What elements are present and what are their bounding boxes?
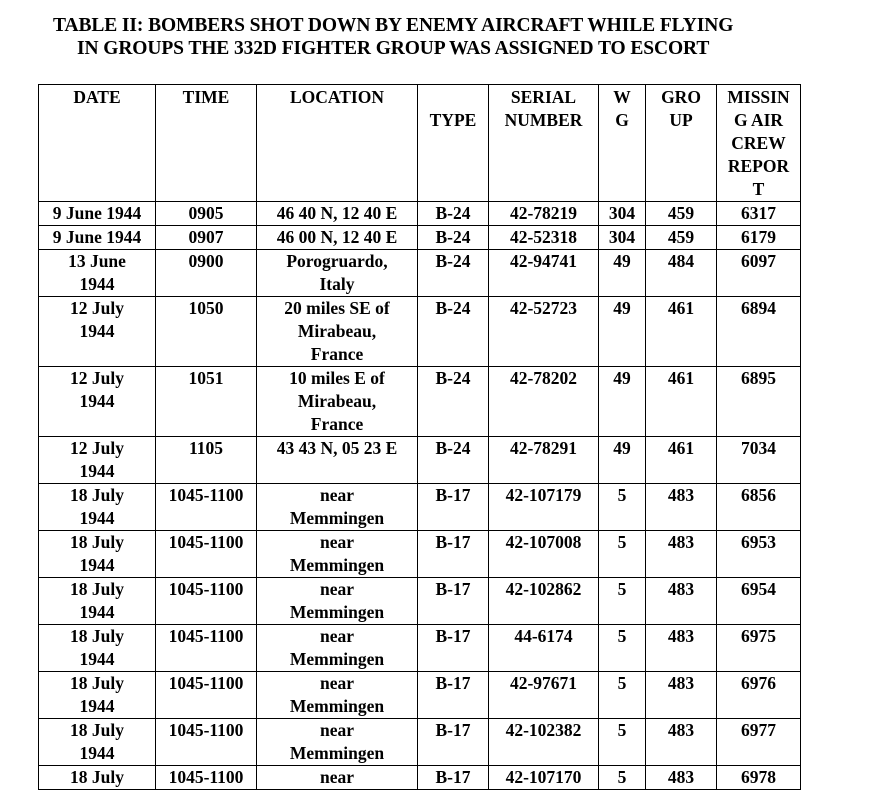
date-cell-line: 1944 [79,508,115,528]
missing-air-crew-report-cell: 6975 [717,625,801,672]
header-text-line: TIME [182,87,230,107]
location-cell-line: 20 miles SE of [284,298,390,318]
table-row [39,226,801,250]
table-title-line-1: TABLE II: BOMBERS SHOT DOWN BY ENEMY AIRCRAFT WHILE FLYING [53,15,734,36]
missing-air-crew-report-cell: 6954 [717,578,801,625]
wing-cell: 5 [599,672,646,719]
location-cell-line: Memmingen [289,649,385,669]
group-cell: 483 [646,719,717,766]
missing-air-crew-report-cell: 6977 [717,719,801,766]
location-cell [257,250,418,297]
group-cell: 461 [646,367,717,437]
time-cell: 1045-1100 [156,766,257,790]
wing-cell: 5 [599,766,646,790]
location-cell-line: near [319,720,355,740]
table-row [39,672,801,719]
date-cell-line: 1944 [79,743,115,763]
date-cell-line: 1944 [79,602,115,622]
group-cell: 461 [646,437,717,484]
header-text-line: DATE [73,87,121,107]
table-row [39,625,801,672]
date-cell [39,625,156,672]
location-cell-line: near [319,532,355,552]
location-cell-line: near [319,673,355,693]
date-cell-line: 13 June [68,251,126,271]
location-cell-line: near [319,485,355,505]
table-row [39,437,801,484]
header-text-line: UP [669,110,693,130]
date-cell [39,226,156,250]
header-text-line: W [613,87,631,107]
serial-number-cell: 42-102382 [489,719,599,766]
time-cell: 1045-1100 [156,531,257,578]
location-cell-line: Mirabeau, [297,321,377,341]
time-cell: 1045-1100 [156,719,257,766]
group-cell: 459 [646,202,717,226]
table-row [39,578,801,625]
time-cell: 1051 [156,367,257,437]
location-cell [257,437,418,484]
date-cell [39,766,156,790]
location-cell-line: 46 00 N, 12 40 E [276,227,398,247]
missing-air-crew-report-cell: 6097 [717,250,801,297]
table-row [39,250,801,297]
missing-air-crew-report-cell: 6895 [717,367,801,437]
location-cell-line: 43 43 N, 05 23 E [276,438,398,458]
wing-cell: 49 [599,250,646,297]
header-text-line: G AIR [733,110,784,130]
date-cell [39,367,156,437]
date-cell-line: 18 July [70,673,124,693]
group-cell: 483 [646,672,717,719]
location-cell-line: Memmingen [289,743,385,763]
date-cell-line: 1944 [79,321,115,341]
date-cell-line: 12 July [70,438,124,458]
type-cell: B-17 [418,672,489,719]
location-cell-line: Mirabeau, [297,391,377,411]
wing-cell: 5 [599,484,646,531]
table-row [39,202,801,226]
header-location [257,85,418,202]
header-text-line: MISSIN [727,87,790,107]
date-cell-line: 1944 [79,696,115,716]
location-cell [257,367,418,437]
header-group [646,85,717,202]
location-cell [257,578,418,625]
table-body [39,202,801,790]
header-text-line: T [752,179,765,199]
bombers-table [38,84,801,790]
wing-cell: 5 [599,531,646,578]
wing-cell: 5 [599,625,646,672]
group-cell: 483 [646,484,717,531]
wing-cell: 5 [599,578,646,625]
table-row [39,531,801,578]
serial-number-cell: 42-107008 [489,531,599,578]
missing-air-crew-report-cell: 6179 [717,226,801,250]
serial-number-cell: 42-102862 [489,578,599,625]
date-cell [39,297,156,367]
header-serial-number [489,85,599,202]
location-cell-line: Memmingen [289,696,385,716]
time-cell: 1045-1100 [156,672,257,719]
serial-number-cell: 42-52723 [489,297,599,367]
table-title [0,14,869,60]
location-cell-line: near [319,767,355,787]
table-row [39,297,801,367]
table-row [39,766,801,790]
missing-air-crew-report-cell: 6978 [717,766,801,790]
location-cell-line: near [319,579,355,599]
location-cell-line: 46 40 N, 12 40 E [276,203,398,223]
location-cell-line: France [310,344,364,364]
date-cell-line: 1944 [79,461,115,481]
location-cell-line: Memmingen [289,602,385,622]
time-cell: 1045-1100 [156,625,257,672]
location-cell-line: Porogruardo, [286,251,388,271]
time-cell: 1050 [156,297,257,367]
date-cell-line: 1944 [79,649,115,669]
missing-air-crew-report-cell: 6317 [717,202,801,226]
wing-cell: 304 [599,202,646,226]
type-cell: B-24 [418,250,489,297]
wing-cell: 49 [599,437,646,484]
header-text-line: G [615,110,629,130]
table-row [39,719,801,766]
wing-cell: 49 [599,297,646,367]
serial-number-cell: 42-107170 [489,766,599,790]
date-cell [39,531,156,578]
date-cell-line: 12 July [70,368,124,388]
missing-air-crew-report-cell: 6953 [717,531,801,578]
serial-number-cell: 44-6174 [489,625,599,672]
location-cell [257,297,418,367]
date-cell-line: 1944 [79,555,115,575]
missing-air-crew-report-cell: 7034 [717,437,801,484]
type-cell: B-24 [418,437,489,484]
header-text-line: NUMBER [504,110,583,130]
header-type [418,85,489,202]
date-cell-line: 9 June 1944 [52,203,142,223]
header-text-line: SERIAL [510,87,577,107]
date-cell-line: 18 July [70,579,124,599]
serial-number-cell: 42-94741 [489,250,599,297]
header-text-line: TYPE [429,110,477,130]
serial-number-cell: 42-78202 [489,367,599,437]
type-cell: B-17 [418,484,489,531]
location-cell-line: Italy [319,274,355,294]
time-cell: 1105 [156,437,257,484]
header-missing-air-crew-report [717,85,801,202]
location-cell [257,202,418,226]
date-cell-line: 18 July [70,485,124,505]
location-cell [257,672,418,719]
header-time [156,85,257,202]
location-cell [257,766,418,790]
serial-number-cell: 42-78291 [489,437,599,484]
missing-air-crew-report-cell: 6976 [717,672,801,719]
time-cell: 1045-1100 [156,578,257,625]
type-cell: B-17 [418,766,489,790]
header-wing [599,85,646,202]
date-cell [39,250,156,297]
date-cell-line: 12 July [70,298,124,318]
date-cell [39,202,156,226]
missing-air-crew-report-cell: 6856 [717,484,801,531]
time-cell: 0907 [156,226,257,250]
table-row [39,367,801,437]
type-cell: B-17 [418,625,489,672]
group-cell: 483 [646,625,717,672]
table-row [39,484,801,531]
type-cell: B-17 [418,578,489,625]
serial-number-cell: 42-97671 [489,672,599,719]
group-cell: 483 [646,531,717,578]
type-cell: B-17 [418,719,489,766]
header-text-line: CREW [731,133,786,153]
location-cell-line: Memmingen [289,555,385,575]
location-cell [257,226,418,250]
header-text-line: LOCATION [290,87,384,107]
serial-number-cell: 42-107179 [489,484,599,531]
date-cell [39,578,156,625]
date-cell [39,719,156,766]
date-cell-line: 1944 [79,391,115,411]
type-cell: B-17 [418,531,489,578]
time-cell: 0905 [156,202,257,226]
type-cell: B-24 [418,297,489,367]
group-cell: 483 [646,578,717,625]
date-cell-line: 18 July [70,767,124,787]
location-cell [257,719,418,766]
group-cell: 484 [646,250,717,297]
type-cell: B-24 [418,202,489,226]
date-cell-line: 18 July [70,626,124,646]
date-cell-line: 18 July [70,532,124,552]
location-cell-line: Memmingen [289,508,385,528]
wing-cell: 49 [599,367,646,437]
wing-cell: 5 [599,719,646,766]
time-cell: 1045-1100 [156,484,257,531]
type-cell: B-24 [418,226,489,250]
date-cell [39,672,156,719]
date-cell-line: 18 July [70,720,124,740]
date-cell [39,437,156,484]
header-date [39,85,156,202]
date-cell [39,484,156,531]
missing-air-crew-report-cell: 6894 [717,297,801,367]
time-cell: 0900 [156,250,257,297]
type-cell: B-24 [418,367,489,437]
location-cell [257,531,418,578]
location-cell [257,625,418,672]
serial-number-cell: 42-78219 [489,202,599,226]
date-cell-line: 9 June 1944 [52,227,142,247]
location-cell [257,484,418,531]
group-cell: 483 [646,766,717,790]
serial-number-cell: 42-52318 [489,226,599,250]
group-cell: 459 [646,226,717,250]
table-title-line-2: IN GROUPS THE 332D FIGHTER GROUP WAS ASSIGNED TO ESCORT [77,38,710,59]
date-cell-line: 1944 [79,274,115,294]
location-cell-line: France [310,414,364,434]
group-cell: 461 [646,297,717,367]
location-cell-line: near [319,626,355,646]
wing-cell: 304 [599,226,646,250]
location-cell-line: 10 miles E of [289,368,385,388]
header-text-line: REPOR [727,156,790,176]
header-row [39,85,801,202]
header-text-line: GRO [661,87,701,107]
